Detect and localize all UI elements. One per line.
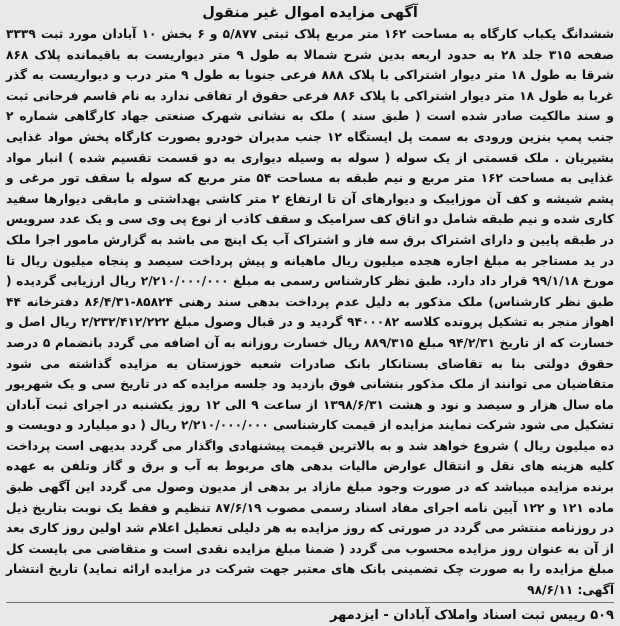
notice-title: آگهی مزایده اموال غیر منقول [202,5,418,21]
notice-body: ششدانگ یکباب کارگاه به مساحت ۱۶۲ متر مربع پلاک ثبتی ۵/۸۷۷ و ۶ بخش ۱۰ آبادان مورد ثبت ۳۳۳۹ صفحه ۳۱۵ جلد ۲۸ به حدود اربعه بدین شرح شمالا به طول ۹ متر دیواریست به باقیمانده پلاک ۸۶۸ شرقا به طول ۱۸ متر دیوار اشتراکی با پلاک ۸۸۸ فرعی جنوبا به طول ۹ متر درب و دیواریست به گذر غربا به طول ۱۸ متر دیوار اشتراکی با پلاک ۸۸۶ فرعی حقوق ار تفاقی ندارد به نام قاسم فرحانی ثبت و سند مالکیت صادر شده است ( طبق سند ) ملک به نشانی شهرک صنعتی جهاد کارگاهی شماره ۲ جنب پمپ بنزین ورودی به سمت پل ایستگاه ۱۲ جنب مدیران خودرو بصورت کارگاه پخش مواد غذایی بشیریان . ملک قسمتی از یک سوله ( سوله به وسیله دیواری به دو قسمت تقسیم شده ) انبار مواد غذایی به مساحت ۱۶۲ متر مربع و نیم طبقه به مساحت ۵۴ متر مربع که سوله با سقف تور مرغی و پشم شیشه و کف آن موزاییک و دیوارهای آن تا ارتفاع ۲ متر کاشی بهداشتی و مابقی دیوارها سفید کاری شده و نیم طبقه شامل دو اتاق کف سرامیک و سقف کاذب از نوع پی وی سی و یک عدد سرویس در طبقه پایین و دارای اشتراک برق سه فاز و اشتراک آب یک اینچ می باشد به گزارش مامور اجرا ملک در ید مستاجر به مبلغ اجاره هجده میلیون ریال ماهیانه و پیش پرداخت سیصد و پنجاه میلیون ریال تا مورخ ۹۹/۱/۱۸ قرار داد دارد. طبق نظر کارشناس رسمی به مبلغ ۲/۲۱۰/۰۰۰/۰۰۰ ریال ارزیابی گردیده ( طبق نظر کارشناس) ملک مذکور به دلیل عدم پرداخت بدهی سند رهنی ۸۵۸۲۴-۸۶/۴/۳۱ دفترخانه ۴۴ اهواز منجر به تشکیل پرونده کلاسه ۹۴۰۰۰۸۲ گردید و در قبال وصول مبلغ ۲/۲۳۲/۴۱۲/۲۲۲ ریال اصل و خسارت که از تاریخ ۹۴/۲/۳۱ مبلغ ۸۸۹/۳۱۵ ریال خسارت روزانه به آن اضافه می گردد بانضمام ۵ درصد حقوق دولتی بنا به تقاضای بستانکار بانک صادرات شعبه خوزستان به مزایده گذاشته می شود متقاضیان می توانند از ملک مذکور بنشانی فوق بازدید ود جلسه مزایده که در تاریخ سی و یک شهریور ماه سال هزار و سیصد و نود و هشت ۱۳۹۸/۶/۳۱ از ساعت ۹ الی ۱۲ روز یکشنبه در اجرای ثبت آبادان تشکیل می شود شرکت نمایند مزایده از قیمت کارشناسی ۲/۲۱۰/۰۰۰/۰۰۰ ریال ( دو میلیارد و دویست و ده میلیون ریال ) شروع خواهد شد و به بالاترین قیمت پیشنهادی واگذار می گردد بدیهی است پرداخت کلیه هزینه های نقل و انتقال عوارض مالیات بدهی های مربوط به آب و برق و گاز وتلفن به عهده برنده مزایده میباشد که در صورت وجود مبلغ مازاد بر بدهی از مدیون وصول می گردد این آگهی طبق ماده ۱۲۱ و ۱۲۲ آیین نامه اجرای مفاد اسناد رسمی مصوب ۸۷/۶/۱۹ تنظیم و فقط یک نوبت بتاریخ ذیل در روزنامه منتشر می گردد در صورتی که روز مزایده به هر دلیلی تعطیل اعلام شد اولین روز کاری بعد از آن به عنوان روز مزایده محسوب می گردد ( ضمنا مبلغ مزایده نقدی است و متقاضی می بایست کل مبلغ مزایده را به صورت چک تضمینی بانک های معتبر جهت شرکت در مزایده ارائه نماید) تاریخ انتشار آگهی: ۹۸/۶/۱۱ [6,27,615,598]
notice-signature: ۵۰۹ رییس ثبت اسناد واملاک آبادان - ایزدمهر [6,602,614,626]
